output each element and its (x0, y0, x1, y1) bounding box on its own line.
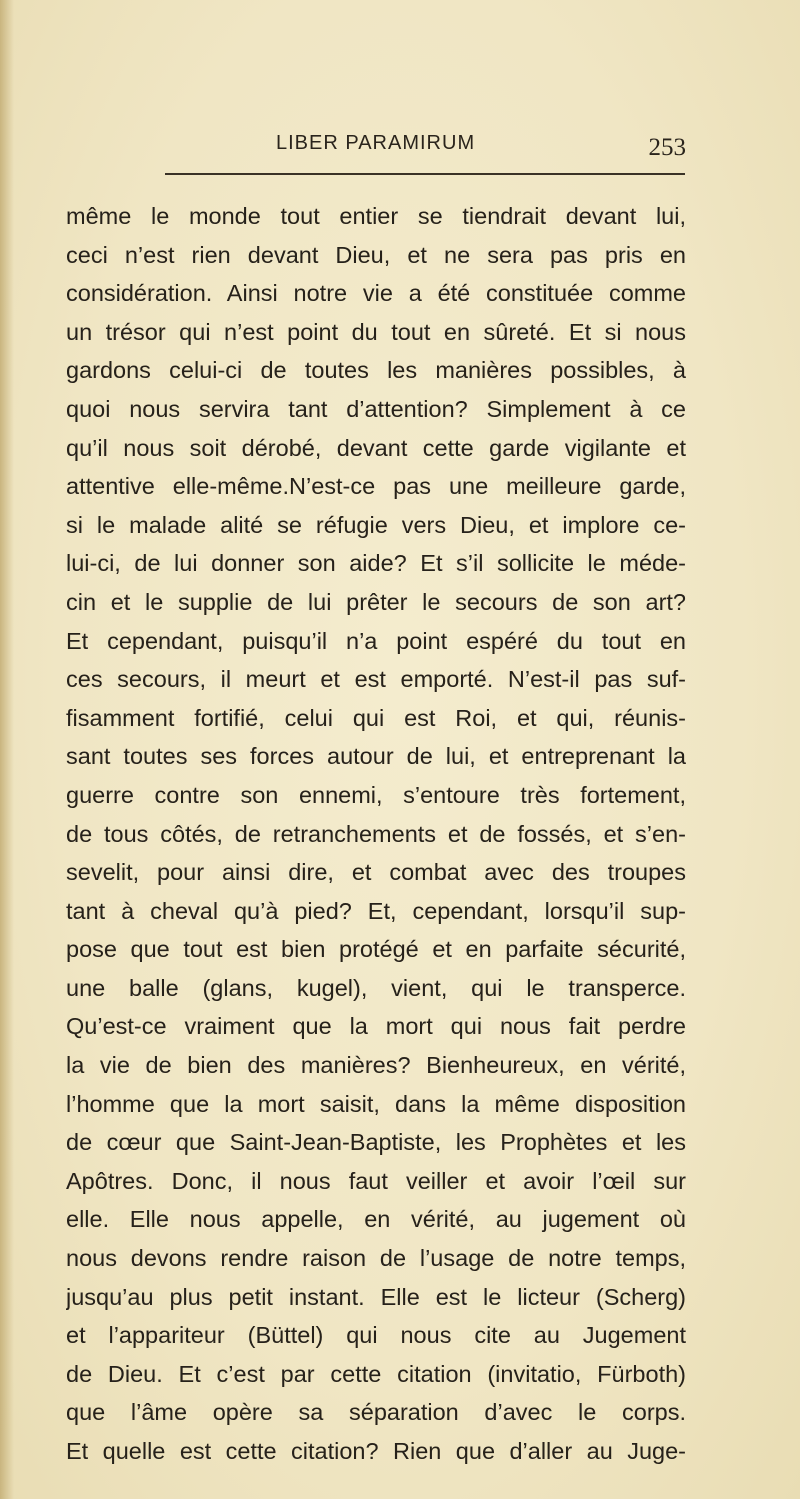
text-line: sant toutes ses forces autour de lui, et entreprenant la (66, 743, 686, 770)
text-line: Et cependant, puisqu’il n’a point espéré du tout en (66, 627, 686, 654)
text-line: sevelit, pour ainsi dire, et combat avec des troupes (66, 859, 686, 886)
text-line: guerre contre son ennemi, s’entoure très fortement, (66, 781, 686, 808)
page-edge-shadow (0, 0, 14, 1499)
page-header (66, 132, 686, 166)
text-line: Apôtres. Donc, il nous faut veiller et avoir l’œil sur (66, 1167, 686, 1194)
text-line: tant à cheval qu’à pied? Et, cependant, lorsqu’il sup- (66, 897, 686, 924)
text-line: fisamment fortifié, celui qui est Roi, et qui, réunis- (66, 704, 686, 731)
text-line: que l’âme opère sa séparation d’avec le corps. (66, 1399, 686, 1426)
text-line: pose que tout est bien protégé et en parfaite sécurité, (66, 936, 686, 963)
text-line: jusqu’au plus petit instant. Elle est le licteur (Scherg) (66, 1283, 686, 1310)
text-line: nous devons rendre raison de l’usage de notre temps, (66, 1245, 686, 1272)
text-line: cin et le supplie de lui prêter le secours de son art? (66, 588, 686, 615)
text-line: considération. Ainsi notre vie a été constituée comme (66, 280, 686, 307)
text-line: elle. Elle nous appelle, en vérité, au jugement où (66, 1206, 686, 1233)
text-line: lui-ci, de lui donner son aide? Et s’il sollicite le méde- (66, 550, 686, 577)
text-line: ces secours, il meurt et est emporté. N’est-il pas suf- (66, 666, 686, 693)
text-line: de cœur que Saint-Jean-Baptiste, les Prophètes et les (66, 1129, 686, 1156)
page-number: 253 (648, 134, 686, 161)
text-line: de tous côtés, de retranchements et de fossés, et s’en- (66, 820, 686, 847)
text-line: quoi nous servira tant d’attention? Simplement à ce (66, 395, 686, 422)
body-text (66, 197, 686, 1471)
text-line: un trésor qui n’est point du tout en sûreté. Et si nous (66, 318, 686, 345)
text-line: ceci n’est rien devant Dieu, et ne sera pas pris en (66, 241, 686, 268)
text-line: attentive elle-même.N’est-ce pas une meilleure garde, (66, 473, 686, 500)
text-line: une balle (glans, kugel), vient, qui le transperce. (66, 974, 686, 1001)
running-title: LIBER PARAMIRUM (276, 132, 476, 154)
text-line: la vie de bien des manières? Bienheureux, en vérité, (66, 1052, 686, 1079)
text-line: gardons celui-ci de toutes les manières possibles, à (66, 357, 686, 384)
text-line: Qu’est-ce vraiment que la mort qui nous fait perdre (66, 1013, 686, 1040)
text-line: qu’il nous soit dérobé, devant cette garde vigilante et (66, 434, 686, 461)
text-line: l’homme que la mort saisit, dans la même disposition (66, 1090, 686, 1117)
text-line: de Dieu. Et c’est par cette citation (invitatio, Fürboth) (66, 1360, 686, 1387)
header-rule (165, 173, 685, 175)
text-line: si le malade alité se réfugie vers Dieu, et implore ce- (66, 511, 686, 538)
text-line: et l’appariteur (Büttel) qui nous cite au Jugement (66, 1322, 686, 1349)
text-line: même le monde tout entier se tiendrait devant lui, (66, 203, 686, 229)
text-line: Et quelle est cette citation? Rien que d’aller au Juge- (66, 1438, 686, 1464)
